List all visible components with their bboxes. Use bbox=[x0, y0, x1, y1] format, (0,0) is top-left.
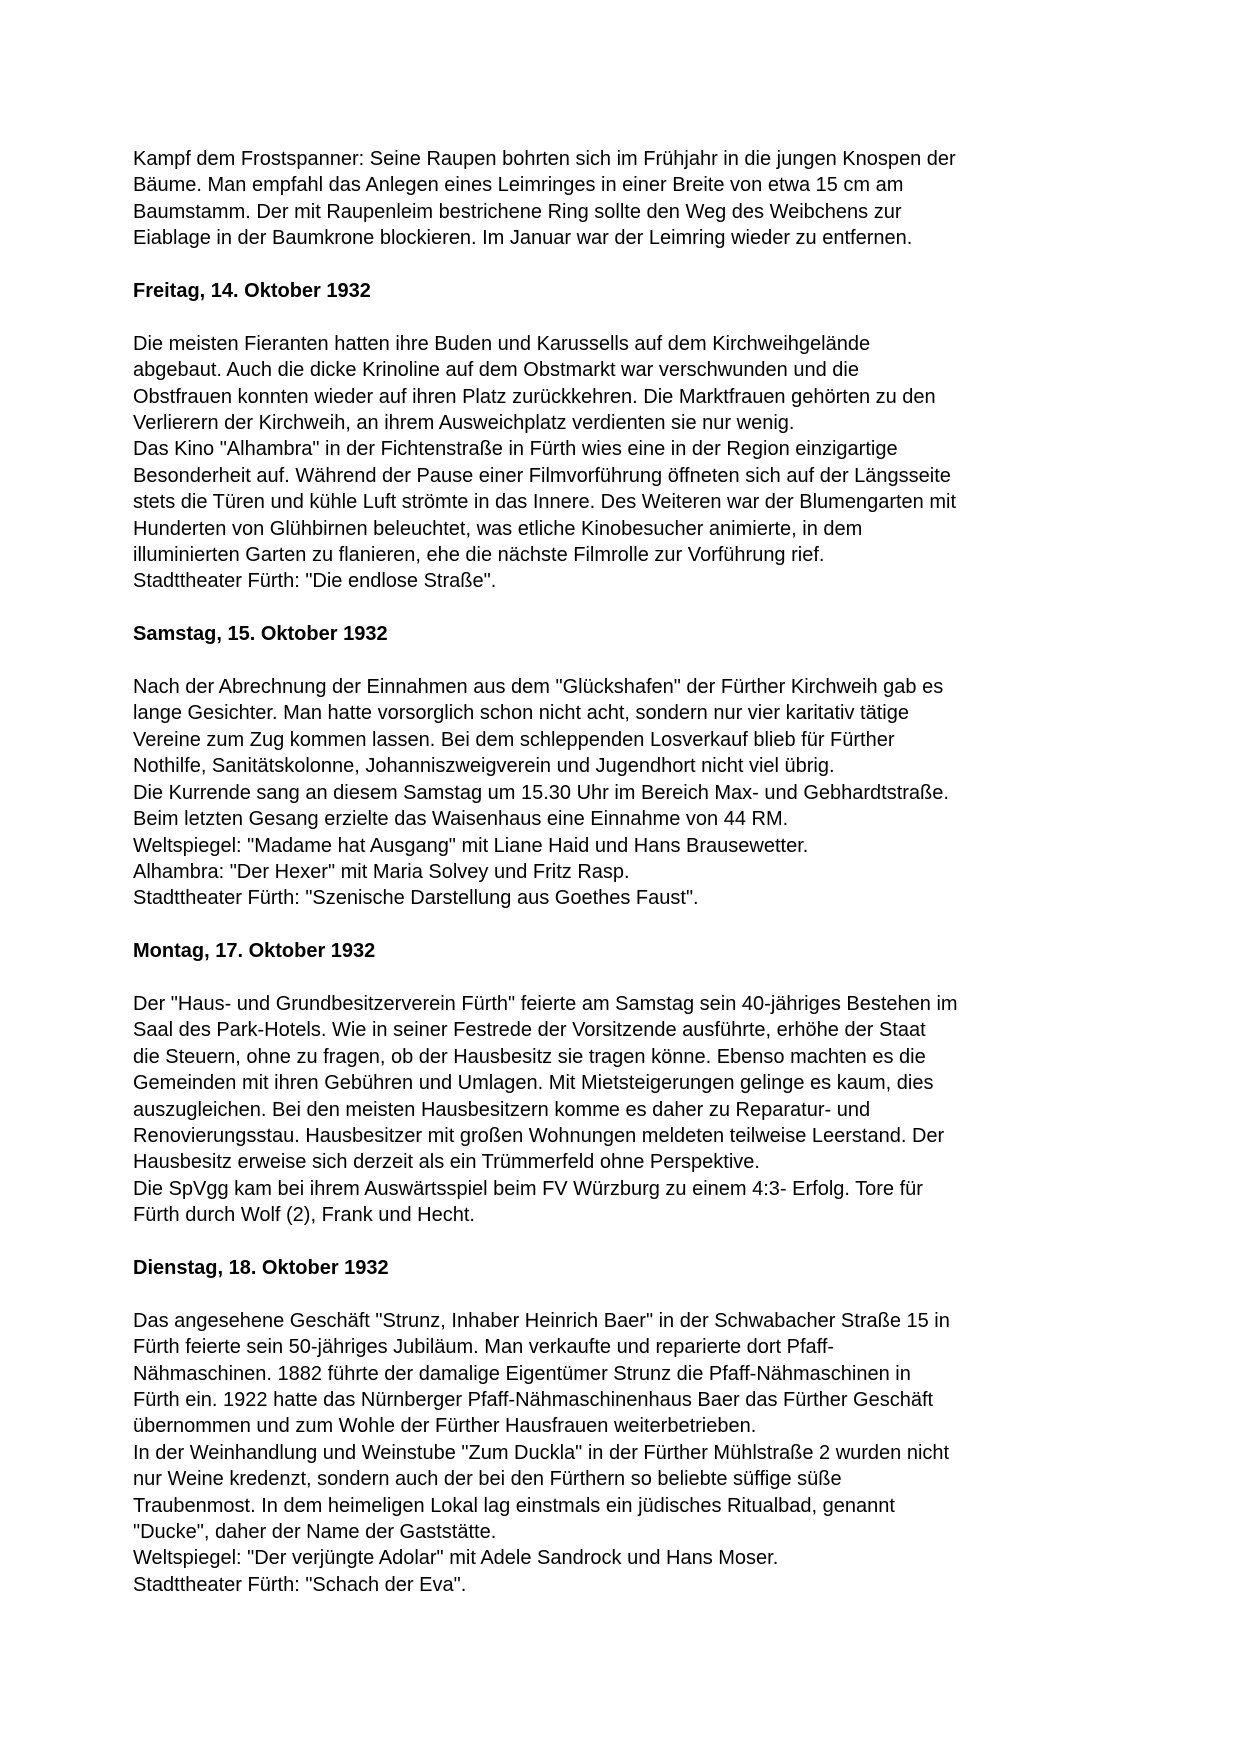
text-line: "Ducke", daher der Name der Gaststätte. bbox=[133, 1521, 497, 1543]
text-line: Saal des Park-Hotels. Wie in seiner Festrede der Vorsitzende ausführte, erhöhe der Staat bbox=[133, 1019, 926, 1042]
date-heading: Dienstag, 18. Oktober 1932 bbox=[133, 1256, 389, 1279]
paragraph bbox=[133, 1308, 1123, 1598]
text-line: Eiablage in der Baumkrone blockieren. Im Januar war der Leimring wieder zu entfernen. bbox=[133, 227, 913, 250]
text-line: Traubenmost. In dem heimeligen Lokal lag einstmals ein jüdisches Ritualbad, genannt bbox=[133, 1494, 895, 1517]
text-line: Fürth durch Wolf (2), Frank und Hecht. bbox=[133, 1204, 475, 1227]
text-line: Weltspiegel: "Madame hat Ausgang" mit Liane Haid und Hans Brausewetter. bbox=[133, 834, 809, 857]
text-line: Gemeinden mit ihren Gebühren und Umlagen. Mit Mietsteigerungen gelinge es kaum, dies bbox=[133, 1072, 934, 1095]
text-line: Alhambra: "Der Hexer" mit Maria Solvey und Fritz Rasp. bbox=[133, 860, 630, 883]
text-line: Fürth feierte sein 50-jähriges Jubiläum. Man verkaufte und reparierte dort Pfaff- bbox=[133, 1336, 835, 1359]
text-line: Stadttheater Fürth: "Die endlose Straße". bbox=[133, 570, 497, 593]
text-line: Verlierern der Kirchweih, an ihrem Ausweichplatz verdienten sie nur wenig. bbox=[133, 412, 795, 435]
text-line: Hunderten von Glühbirnen beleuchtet, was etliche Kinobesucher animierte, in dem bbox=[133, 517, 863, 540]
text-line: Nothilfe, Sanitätskolonne, Johanniszweigverein und Jugendhort nicht viel übrig. bbox=[133, 755, 835, 778]
date-heading: Samstag, 15. Oktober 1932 bbox=[133, 623, 388, 646]
paragraph bbox=[133, 991, 1123, 1229]
text-line: auszugleichen. Bei den meisten Hausbesitzern komme es daher zu Reparatur- und bbox=[133, 1098, 871, 1121]
text-line: Baumstamm. Der mit Raupenleim bestrichene Ring sollte den Weg des Weibchens zur bbox=[133, 200, 902, 223]
text-line: Obstfrauen konnten wieder auf ihren Platz zurückkehren. Die Marktfrauen gehörten zu den bbox=[133, 385, 936, 408]
date-heading: Freitag, 14. Oktober 1932 bbox=[133, 280, 371, 303]
paragraph bbox=[133, 146, 1123, 252]
text-line: Besonderheit auf. Während der Pause einer Filmvorführung öffneten sich auf der Längsseite bbox=[133, 464, 951, 487]
text-line: Der "Haus- und Grundbesitzerverein Fürth" feierte am Samstag sein 40-jähriges Bestehen im bbox=[133, 992, 958, 1015]
text-line: Vereine zum Zug kommen lassen. Bei dem schleppenden Losverkauf blieb für Fürther bbox=[133, 728, 895, 751]
text-line: illuminierten Garten zu flanieren, ehe die nächste Filmrolle zur Vorführung rief. bbox=[133, 544, 825, 567]
text-line: abgebaut. Auch die dicke Krinoline auf dem Obstmarkt war verschwunden und die bbox=[133, 359, 859, 382]
text-line: Die SpVgg kam bei ihrem Auswärtsspiel beim FV Würzburg zu einem 4:3- Erfolg. Tore für bbox=[133, 1177, 923, 1200]
text-line: Stadttheater Fürth: "Szenische Darstellung aus Goethes Faust". bbox=[133, 887, 699, 910]
text-line: Das angesehene Geschäft "Strunz, Inhaber Heinrich Baer" in der Schwabacher Straße 15 in bbox=[133, 1309, 950, 1332]
text-line: lange Gesichter. Man hatte vorsorglich schon nicht acht, sondern nur vier karitativ tätige bbox=[133, 702, 909, 725]
text-line: Die meisten Fieranten hatten ihre Buden und Karussells auf dem Kirchweihgelände bbox=[133, 332, 871, 355]
text-line: Stadttheater Fürth: "Schach der Eva". bbox=[133, 1573, 467, 1596]
text-line: In der Weinhandlung und Weinstube "Zum Duckla" in der Fürther Mühlstraße 2 wurden nicht bbox=[133, 1441, 950, 1464]
text-line: Kampf dem Frostspanner: Seine Raupen bohrten sich im Frühjahr in die jungen Knospen der bbox=[133, 148, 956, 170]
date-heading: Montag, 17. Oktober 1932 bbox=[133, 940, 376, 963]
document-content bbox=[133, 146, 1123, 1625]
text-line: stets die Türen und kühle Luft strömte in das Innere. Des Weiteren war der Blumengarten mit bbox=[133, 491, 957, 514]
paragraph bbox=[133, 674, 1123, 912]
text-line: Nach der Abrechnung der Einnahmen aus dem "Glückshafen" der Fürther Kirchweih gab es bbox=[133, 676, 944, 699]
text-line: nur Weine kredenzt, sondern auch der bei den Fürthern so beliebte süffige süße bbox=[133, 1468, 842, 1491]
text-line: Nähmaschinen. 1882 führte der damalige Eigentümer Strunz die Pfaff-Nähmaschinen in bbox=[133, 1362, 911, 1385]
text-line: Hausbesitz erweise sich derzeit als ein Trümmerfeld ohne Perspektive. bbox=[133, 1151, 760, 1174]
text-line: Das Kino "Alhambra" in der Fichtenstraße in Fürth wies eine in der Region einzigartige bbox=[133, 438, 898, 461]
text-line: übernommen und zum Wohle der Fürther Hausfrauen weiterbetrieben. bbox=[133, 1415, 757, 1438]
text-line: Renovierungsstau. Hausbesitzer mit großen Wohnungen meldeten teilweise Leerstand. Der bbox=[133, 1124, 945, 1147]
text-line: Bäume. Man empfahl das Anlegen eines Leimringes in einer Breite von etwa 15 cm am bbox=[133, 174, 904, 197]
text-line: Weltspiegel: "Der verjüngte Adolar" mit Adele Sandrock und Hans Moser. bbox=[133, 1547, 779, 1570]
text-line: die Steuern, ohne zu fragen, ob der Hausbesitz sie tragen könne. Ebenso machten es die bbox=[133, 1045, 926, 1068]
paragraph bbox=[133, 331, 1123, 595]
text-line: Die Kurrende sang an diesem Samstag um 15.30 Uhr im Bereich Max- und Gebhardtstraße. bbox=[133, 781, 949, 804]
text-line: Beim letzten Gesang erzielte das Waisenhaus eine Einnahme von 44 RM. bbox=[133, 808, 789, 831]
text-line: Fürth ein. 1922 hatte das Nürnberger Pfaff-Nähmaschinenhaus Baer das Fürther Geschäft bbox=[133, 1388, 934, 1411]
